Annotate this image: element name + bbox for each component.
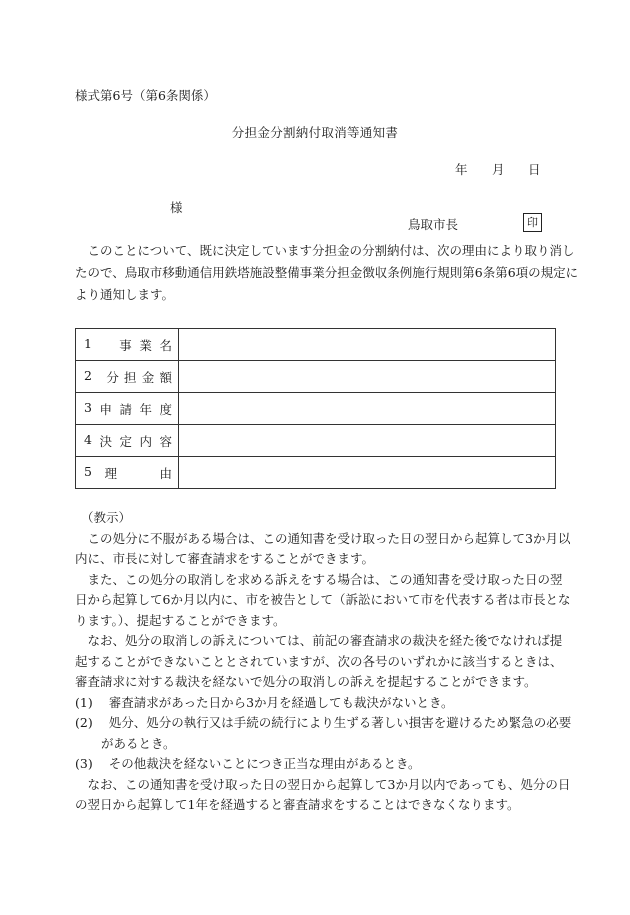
label-char: 決 bbox=[99, 433, 112, 449]
table-row bbox=[76, 457, 556, 489]
table-row bbox=[76, 425, 556, 457]
date-day-label: 日 bbox=[528, 162, 541, 177]
label-char: 担 bbox=[124, 369, 137, 385]
table-row bbox=[76, 393, 556, 425]
row-value-application-year[interactable] bbox=[179, 393, 556, 425]
row-number: 5 bbox=[84, 463, 92, 479]
label-char: 事 bbox=[119, 337, 132, 353]
label-char: 年 bbox=[139, 401, 152, 417]
body-line: たので、鳥取市移動通信用鉄塔施設整備事業分担金徴収条例施行規則第6条第6項の規定に bbox=[75, 265, 579, 280]
row-label-contribution-amount bbox=[76, 361, 179, 393]
notes-line: 日から起算して6か月以内に、市を被告として（訴訟において市を代表する者は市長とな bbox=[75, 592, 571, 607]
label-char: 業 bbox=[139, 337, 152, 353]
item-text: 処分、処分の執行又は手続の続行により生ずる著しい損害を避けるため緊急の必要 bbox=[108, 715, 572, 730]
label-char: 理 bbox=[104, 465, 117, 481]
label-char: 分 bbox=[106, 369, 119, 385]
row-value-decision-content[interactable] bbox=[179, 425, 556, 457]
body-paragraph bbox=[75, 240, 579, 306]
body-line: このことについて、既に決定しています分担金の分割納付は、次の理由により取り消し bbox=[75, 243, 575, 258]
table-row bbox=[76, 329, 556, 361]
row-number: 1 bbox=[84, 335, 92, 351]
notes-item bbox=[75, 693, 557, 714]
item-label: (3) bbox=[75, 756, 93, 771]
document-title: 分担金分割納付取消等通知書 bbox=[231, 125, 399, 140]
row-number: 3 bbox=[84, 399, 92, 415]
date-year-label: 年 bbox=[455, 162, 468, 177]
instruction-notes bbox=[75, 508, 572, 816]
body-line: より通知します。 bbox=[75, 287, 175, 302]
notes-line: 内に、市長に対して審査請求をすることができます。 bbox=[75, 551, 375, 566]
row-label-project-name bbox=[76, 329, 179, 361]
label-char: 内 bbox=[139, 433, 152, 449]
label-char: 定 bbox=[119, 433, 132, 449]
notes-line: この処分に不服がある場合は、この通知書を受け取った日の翌日から起算して3か月以 bbox=[75, 530, 571, 546]
notes-heading: （教示） bbox=[81, 510, 132, 525]
notes-line: なお、処分の取消しの訴えについては、前記の審査請求の裁決を経た後でなければ提 bbox=[75, 633, 563, 648]
details-table bbox=[75, 328, 556, 489]
item-text: その他裁決を経ないことにつき正当な理由があるとき。 bbox=[108, 756, 421, 771]
label-char: 請 bbox=[119, 401, 132, 417]
notes-line: 起することができないこととされていますが、次の各号のいずれかに該当するときは、 bbox=[75, 653, 563, 669]
row-number: 4 bbox=[84, 431, 92, 447]
seal-mark: 印 bbox=[523, 213, 542, 232]
label-char: 額 bbox=[159, 369, 172, 385]
notes-item bbox=[75, 713, 572, 734]
row-value-reason[interactable] bbox=[179, 457, 556, 489]
issuer-name: 鳥取市長 bbox=[408, 217, 459, 232]
label-char: 度 bbox=[159, 401, 172, 417]
label-char: 申 bbox=[99, 401, 112, 417]
item-text: 審査請求があった日から3か月を経過しても裁決がないとき。 bbox=[108, 694, 454, 710]
label-char: 名 bbox=[159, 337, 172, 353]
notes-item bbox=[75, 754, 557, 775]
row-value-contribution-amount[interactable] bbox=[179, 361, 556, 393]
notes-line: ります。）、提起することができます。 bbox=[75, 612, 286, 628]
notes-line: 審査請求に対する裁決を経ないで処分の取消しの訴えを提起することができます。 bbox=[75, 674, 537, 689]
date-month-label: 月 bbox=[492, 162, 505, 177]
row-label-decision-content bbox=[76, 425, 179, 457]
form-number: 様式第6号（第6条関係） bbox=[75, 88, 216, 103]
row-number: 2 bbox=[84, 367, 92, 383]
row-label-application-year bbox=[76, 393, 179, 425]
notes-item-continuation: があるとき。 bbox=[101, 735, 176, 751]
row-label-reason bbox=[76, 457, 179, 489]
addressee-honorific: 様 bbox=[170, 200, 183, 215]
label-char: 金 bbox=[141, 369, 155, 385]
notes-closing-line: の翌日から起算して1年を経過すると審査請求をすることはできなくなります。 bbox=[75, 797, 520, 812]
item-label: (2) bbox=[75, 715, 93, 730]
notes-line: また、この処分の取消しを求める訴えをする場合は、この通知書を受け取った日の翌 bbox=[75, 571, 563, 587]
table-row bbox=[76, 361, 556, 393]
label-char: 容 bbox=[159, 433, 172, 449]
item-label: (1) bbox=[75, 694, 93, 710]
label-char: 由 bbox=[159, 465, 172, 481]
row-value-project-name[interactable] bbox=[179, 329, 556, 361]
notes-closing-line: なお、この通知書を受け取った日の翌日から起算して3か月以内であっても、処分の日 bbox=[75, 776, 571, 792]
